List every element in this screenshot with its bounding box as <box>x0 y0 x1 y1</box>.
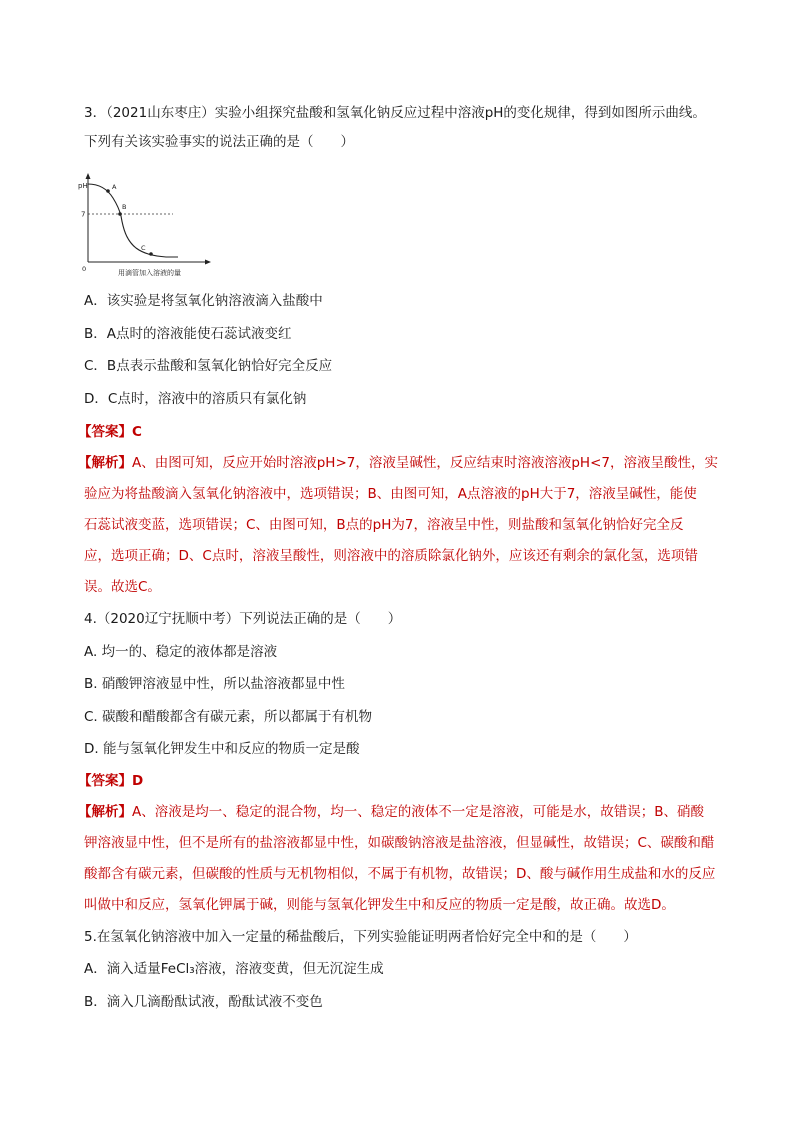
q4-option-d: D. 能与氢氧化钾发生中和反应的物质一定是酸 <box>84 741 360 757</box>
q3-analysis-tag: 【解析】 <box>78 455 132 471</box>
q5-option-a: A．滴入适量FeCl₃溶液，溶液变黄，但无沉淀生成 <box>84 961 384 977</box>
y-axis-arrow <box>86 173 91 179</box>
q4-option-c: C. 碳酸和醋酸都含有碳元素，所以都属于有机物 <box>84 709 373 725</box>
q3-option-b: B．A点时的溶液能使石蕊试液变红 <box>84 326 292 342</box>
q3-option-c: C．B点表示盐酸和氢氧化钠恰好完全反应 <box>84 358 333 374</box>
q4-answer: 【答案】D <box>78 773 144 789</box>
q4-analysis-line-4: 叫做中和反应，氢氧化钾属于碱，则能与氢氧化钾发生中和反应的物质一定是酸，故正确。故选D。 <box>84 897 675 913</box>
q4-analysis-line-2: 钾溶液显中性，但不是所有的盐溶液都显中性，如碳酸钠溶液是盐溶液，但显碱性，故错误；C、碳酸和醋 <box>84 835 715 851</box>
point-c-marker <box>149 252 153 256</box>
point-b-marker <box>118 212 122 216</box>
ph-curve-figure <box>78 172 228 282</box>
q3-analysis-line-5: 误。故选C。 <box>84 579 161 595</box>
point-b-label: B <box>122 203 127 211</box>
x-axis-arrow <box>205 260 211 265</box>
q3-analysis-line-1 <box>78 454 734 472</box>
q3-analysis-line-4: 应，选项正确；D、C点时，溶液呈酸性，则溶液中的溶质除氯化钠外，应该还有剩余的氯化氢，选项错 <box>84 548 698 564</box>
q3-answer: 【答案】C <box>78 424 142 440</box>
q5-stem-line-1: 5.在氢氧化钠溶液中加入一定量的稀盐酸后，下列实验能证明两者恰好完全中和的是（ ） <box>84 929 637 945</box>
q3-stem-line-1: 3．（2021山东枣庄）实验小组探究盐酸和氢氧化钠反应过程中溶液pH的变化规律，得到如图所示曲线。 <box>84 105 706 121</box>
point-a-label: A <box>112 183 117 191</box>
q3-option-d: D．C点时，溶液中的溶质只有氯化钠 <box>84 391 307 407</box>
q4-analysis-line-3: 酸都含有碳元素，但碳酸的性质与无机物相似，不属于有机物，故错误；D、酸与碱作用生成盐和水的反应 <box>84 866 716 882</box>
point-a-marker <box>106 189 110 193</box>
y-axis-label: pH <box>78 182 88 190</box>
x-axis-label: 用滴管加入溶液的量 <box>118 269 181 277</box>
ph-curve <box>88 184 178 257</box>
q4-option-b: B. 硝酸钾溶液显中性，所以盐溶液都显中性 <box>84 676 345 692</box>
q4-analysis-line-1 <box>78 803 734 821</box>
q3-analysis-line-3: 石蕊试液变蓝，选项错误；C、由图可知，B点的pH为7，溶液呈中性，则盐酸和氢氧化钠恰好完全反 <box>84 517 684 533</box>
q4-stem-line-1: 4.（2020辽宁抚顺中考）下列说法正确的是（ ） <box>84 611 402 627</box>
q4-analysis-tag: 【解析】 <box>78 804 132 820</box>
q4-option-a: A. 均一的、稳定的液体都是溶液 <box>84 644 278 660</box>
origin-label: 0 <box>82 265 87 273</box>
q3-option-a: A．该实验是将氢氧化钠溶液滴入盐酸中 <box>84 293 323 309</box>
q3-stem-line-2: 下列有关该实验事实的说法正确的是（ ） <box>84 134 354 150</box>
q3-analysis-line-2: 验应为将盐酸滴入氢氧化钠溶液中，选项错误；B、由图可知，A点溶液的pH大于7，溶液呈碱性，能使 <box>84 486 697 502</box>
q4-analysis-text-1: A、溶液是均一、稳定的混合物，均一、稳定的液体不一定是溶液，可能是水，故错误；B、硝酸 <box>132 804 704 820</box>
point-c-label: C <box>141 244 146 252</box>
y-tick-7: 7 <box>81 210 86 219</box>
q3-analysis-text-1: A、由图可知，反应开始时溶液pH>7，溶液呈碱性，反应结束时溶液溶液pH<7，溶液呈酸性，实 <box>132 455 718 471</box>
q5-option-b: B．滴入几滴酚酞试液，酚酞试液不变色 <box>84 994 323 1010</box>
